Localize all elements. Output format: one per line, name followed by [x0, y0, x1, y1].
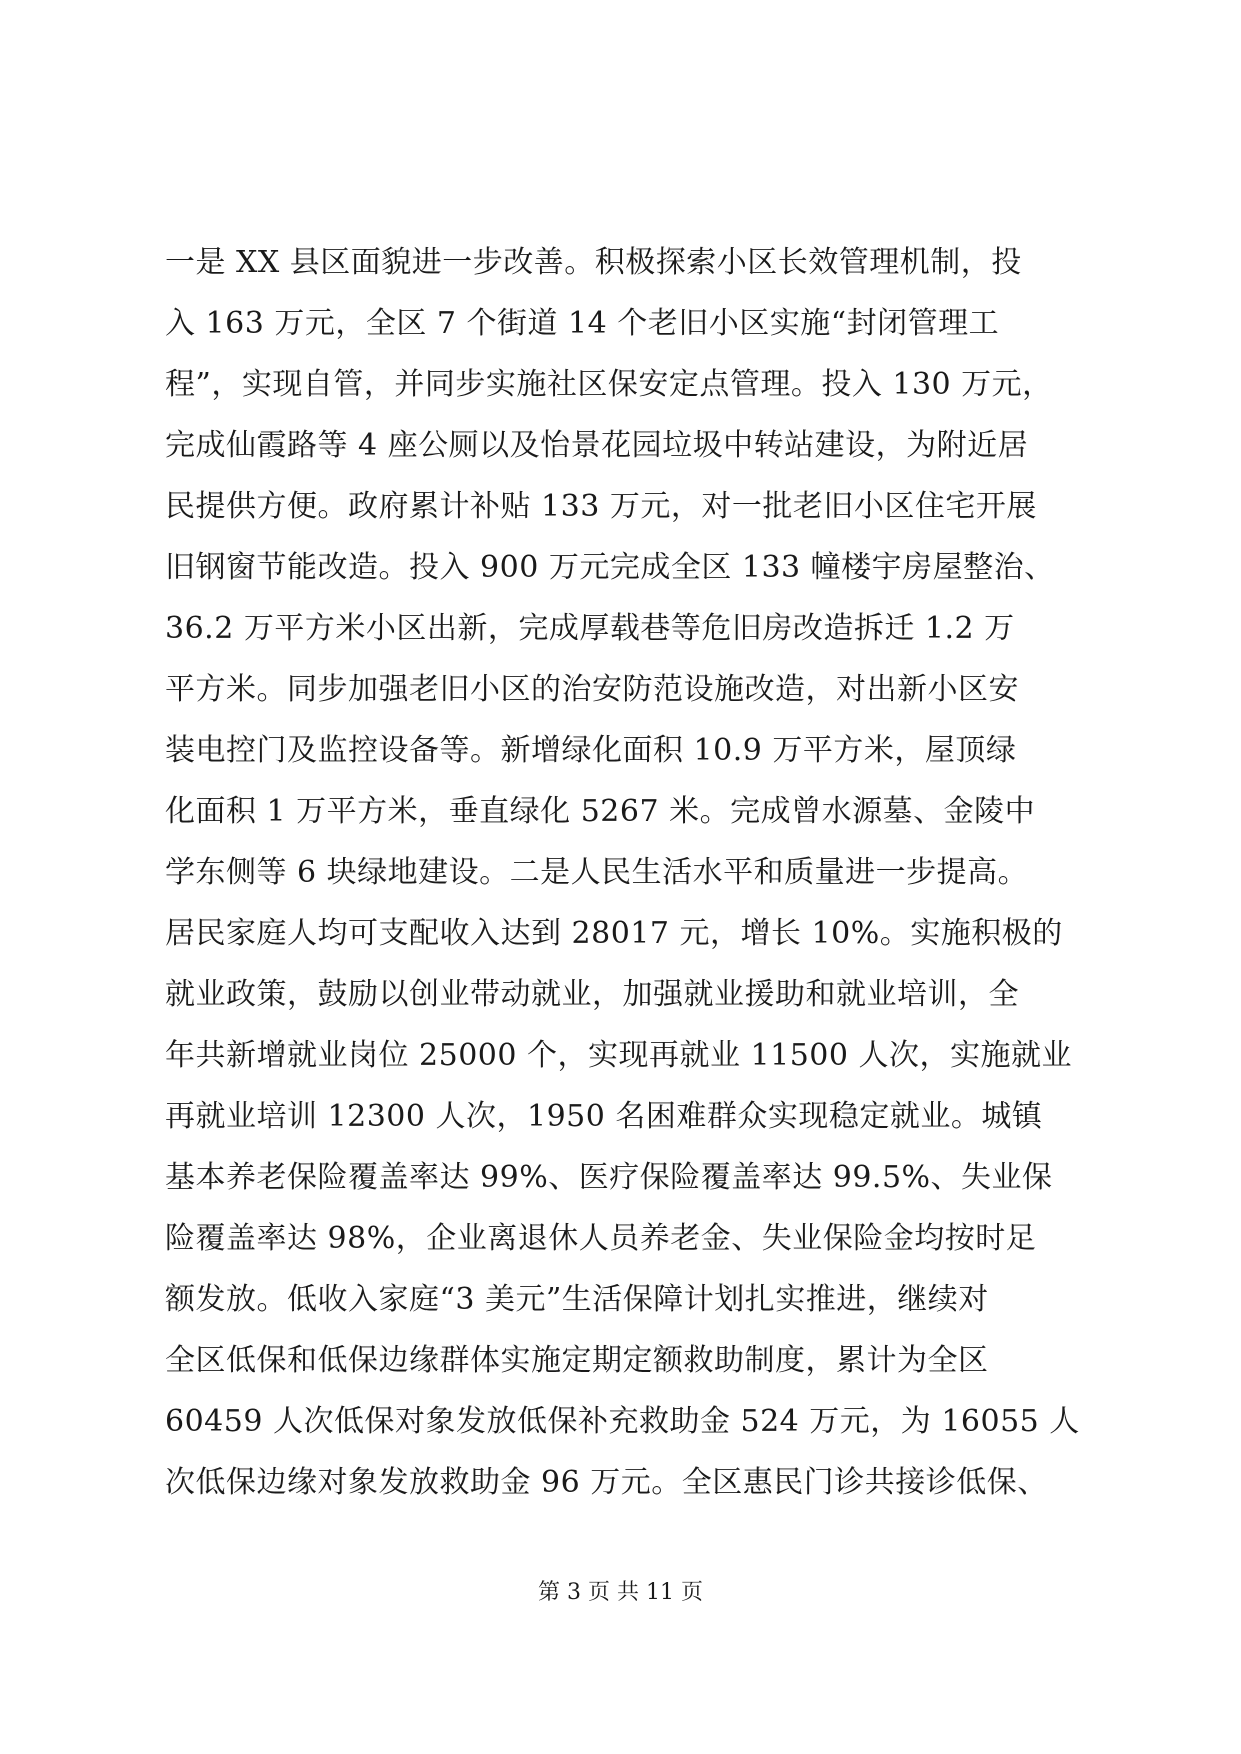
text-line: 36.2 万平方米小区出新，完成厚载巷等危旧房改造拆迁 1.2 万: [165, 611, 1015, 646]
text-line: 额发放。低收入家庭“3 美元”生活保障计划扎实推进，继续对: [165, 1282, 989, 1317]
text-line: 学东侧等 6 块绿地建设。二是人民生活水平和质量进一步提高。: [165, 855, 1029, 890]
text-line: 民提供方便。政府累计补贴 133 万元，对一批老旧小区住宅开展: [165, 489, 1037, 524]
text-line: 就业政策，鼓励以创业带动就业，加强就业援助和就业培训，全: [165, 977, 1019, 1012]
text-line: 入 163 万元，全区 7 个街道 14 个老旧小区实施“封闭管理工: [165, 306, 1000, 341]
text-line: 险覆盖率达 98%，企业离退休人员养老金、失业保险金均按时足: [165, 1221, 1037, 1256]
text-line: 程”，实现自管，并同步实施社区保安定点管理。投入 130 万元，: [165, 367, 1053, 402]
text-line: 全区低保和低保边缘群体实施定期定额救助制度，累计为全区: [165, 1343, 989, 1378]
text-line: 装电控门及监控设备等。新增绿化面积 10.9 万平方米，屋顶绿: [165, 733, 1017, 768]
text-line: 再就业培训 12300 人次，1950 名困难群众实现稳定就业。城镇: [165, 1099, 1043, 1134]
text-line: 基本养老保险覆盖率达 99%、医疗保险覆盖率达 99.5%、失业保: [165, 1160, 1053, 1195]
text-line: 化面积 1 万平方米，垂直绿化 5267 米。完成曾水源墓、金陵中: [165, 794, 1036, 829]
text-line: 一是 XX 县区面貌进一步改善。积极探索小区长效管理机制，投: [165, 245, 1022, 280]
text-line: 居民家庭人均可支配收入达到 28017 元，增长 10%。实施积极的: [165, 916, 1063, 951]
text-line: 旧钢窗节能改造。投入 900 万元完成全区 133 幢楼宇房屋整治、: [165, 550, 1055, 585]
text-line: 平方米。同步加强老旧小区的治安防范设施改造，对出新小区安: [165, 672, 1019, 707]
page-number-footer: 第 3 页 共 11 页: [538, 1580, 703, 1605]
text-line: 完成仙霞路等 4 座公厕以及怡景花园垃圾中转站建设，为附近居: [165, 428, 1029, 463]
body-text: [165, 232, 1085, 1513]
text-line: 次低保边缘对象发放救助金 96 万元。全区惠民门诊共接诊低保、: [165, 1465, 1048, 1500]
text-line: 60459 人次低保对象发放低保补充救助金 524 万元，为 16055 人: [165, 1404, 1080, 1439]
text-line: 年共新增就业岗位 25000 个，实现再就业 11500 人次，实施就业: [165, 1038, 1073, 1073]
